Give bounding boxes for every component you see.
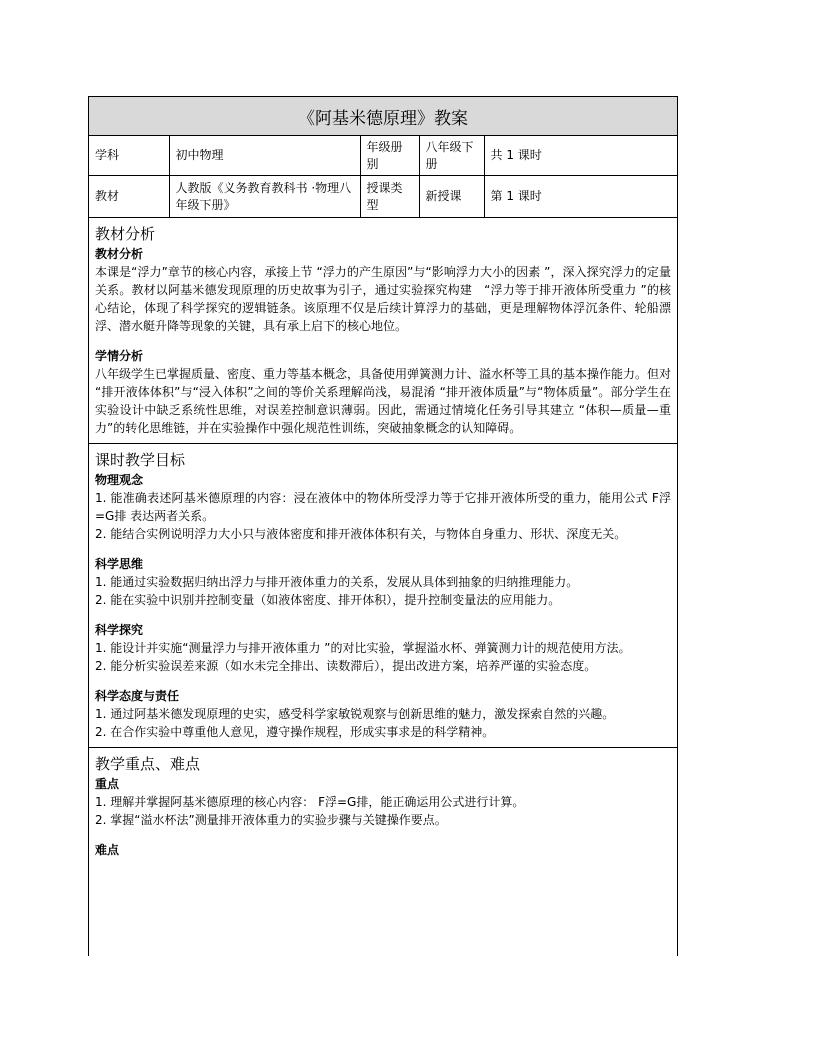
subsection-title: 科学态度与责任 <box>95 689 180 703</box>
section-title: 教材分析 <box>95 225 156 243</box>
list-item: 2. 能分析实验误差来源（如水未完全排出、读数滞后），提出改进方案，培养严谨的实验态度。 <box>95 659 597 673</box>
list-item: 2. 在合作实验中尊重他人意见，遵守操作规程，形成实事求是的科学精神。 <box>95 725 495 739</box>
list-item: 2. 能在实验中识别并控制变量（如液体密度、排开体积），提升控制变量法的应用能力。 <box>95 593 561 607</box>
list-item: 1. 通过阿基米德发现原理的史实，感受科学家敏锐观察与创新思维的魅力，激发探索自然的兴趣。 <box>95 707 615 721</box>
section-title: 课时教学目标 <box>95 451 186 469</box>
list-item: 1. 能通过实验数据归纳出浮力与排开液体重力的关系，发展从具体到抽象的归纳推理能力。 <box>95 575 579 589</box>
subsection-title: 教材分析 <box>95 247 144 261</box>
section-title: 教学重点、难点 <box>95 755 201 773</box>
grade-value: 八年级下册 <box>419 136 484 176</box>
section-key-points <box>89 748 677 859</box>
info-row <box>89 176 677 218</box>
total-hours: 共 1 课时 <box>484 136 677 176</box>
paragraph: 本课是“浮力”章节的核心内容，承接上节 “浮力的产生原因”与“影响浮力大小的因素 ”，深入探究浮力的定量关系。教材以阿基米德发现原理的历史故事为引子，通过实验探究构建 “浮力等于排开液体所受重力 ”的核心结论，体现了科学探究的逻辑链条。该原理不仅是后续计算浮力的基础，更是理解物体浮沉条件、轮船漂浮、潜水艇升降等现象的关键，具有承上启下的核心地位。 <box>95 265 671 333</box>
subsection-title: 科学思维 <box>95 557 144 571</box>
list-item: 1. 理解并掌握阿基米德原理的核心内容： F浮=G排，能正确运用公式进行计算。 <box>95 795 525 809</box>
subject-value: 初中物理 <box>169 136 360 176</box>
subsection-title: 重点 <box>95 777 120 791</box>
textbook-label: 教材 <box>89 176 169 218</box>
subsection-title: 难点 <box>95 843 120 857</box>
lesson-type-value: 新授课 <box>419 176 484 218</box>
list-item: 2. 能结合实例说明浮力大小只与液体密度和排开液体体积有关，与物体自身重力、形状、深度无关。 <box>95 527 627 541</box>
list-item: 1. 能设计并实施“测量浮力与排开液体重力 ”的对比实验，掌握溢水杯、弹簧测力计的规范使用方法。 <box>95 641 631 655</box>
list-item: 2. 掌握“溢水杯法”测量排开液体重力的实验步骤与关键操作要点。 <box>95 813 447 827</box>
subsection-title: 物理观念 <box>95 473 144 487</box>
info-row <box>89 136 677 176</box>
lesson-plan-document <box>88 96 678 956</box>
info-table <box>89 136 677 218</box>
paragraph: 八年级学生已掌握质量、密度、重力等基本概念，具备使用弹簧测力计、溢水杯等工具的基本操作能力。但对 “排开液体体积”与“浸入体积”之间的等价关系理解尚浅，易混淆 “排开液体质量”与“物体质量”。部分学生在实验设计中缺乏系统性思维，对误差控制意识薄弱。因此，需通过情境化任务引导其建立 “体积—质量—重力”的转化思维链，并在实验操作中强化规范性训练，突破抽象概念的认知障碍。 <box>95 367 672 435</box>
section-goals <box>89 444 677 748</box>
subject-label: 学科 <box>89 136 169 176</box>
document-title: 《阿基米德原理》教案 <box>89 97 677 136</box>
section-analysis <box>89 218 677 444</box>
grade-label: 年级册别 <box>360 136 419 176</box>
subsection-title: 学情分析 <box>95 349 144 363</box>
list-item: 1. 能准确表述阿基米德原理的内容：浸在液体中的物体所受浮力等于它排开液体所受的重力，能用公式 F浮=G排 表达两者关系。 <box>95 491 671 523</box>
lesson-type-label: 授课类型 <box>360 176 419 218</box>
subsection-title: 科学探究 <box>95 623 144 637</box>
textbook-value: 人教版《义务教育教科书 ·物理八年级下册》 <box>169 176 360 218</box>
lesson-number: 第 1 课时 <box>484 176 677 218</box>
